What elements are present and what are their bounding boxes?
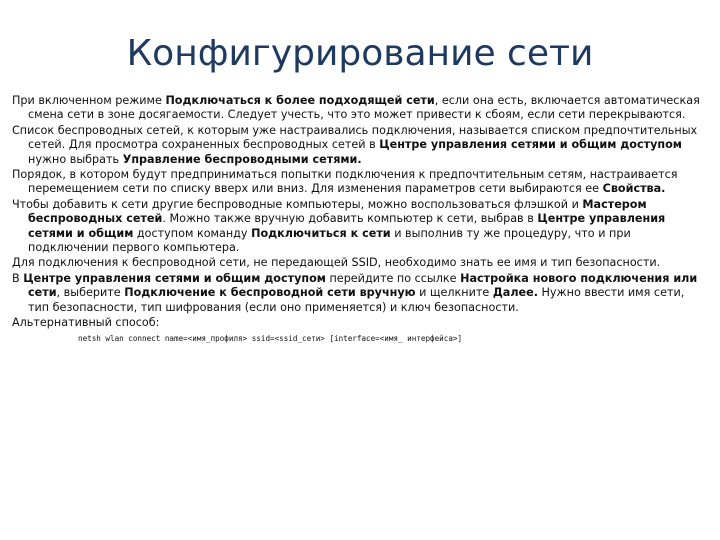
text-run: Список беспроводных сетей, к которым уже настраивались подключения, называется списком предпочтительных сетей. Для просмотра сохраненных беспроводных сетей в — [12, 123, 698, 152]
text-run: и щелкните — [415, 286, 493, 300]
body-paragraph — [12, 124, 708, 167]
text-run: , если она есть, включается автоматическая смена сети в зоне досягаемости. Следует учесть, что это может привести к сбоям, если сети перекрываются. — [28, 94, 700, 122]
bold-text: Центре управления сетями и общим доступом — [23, 271, 326, 285]
text-run: Порядок, в котором будут предприниматься попытки подключения к предпочтительным сетям, настраивается перемещением сети по списку вверх или вниз. Для изменения параметров сети выбираются ее — [12, 168, 678, 196]
slide-title: Конфигурирование сети — [126, 33, 594, 74]
slide-body — [12, 94, 708, 344]
body-paragraph — [12, 198, 708, 256]
text-run: доступом команду — [133, 226, 252, 240]
bold-text: Центре управления сетями и общим доступом — [379, 138, 682, 152]
text-run: Альтернативный способ: — [12, 316, 160, 330]
text-run: перейдите по ссылке — [325, 271, 461, 285]
bold-text: Свойства. — [602, 182, 666, 196]
body-paragraph — [12, 94, 708, 123]
body-paragraph — [12, 316, 708, 330]
body-paragraph — [12, 168, 708, 197]
bold-text: Подключаться к более подходящей сети — [165, 94, 435, 107]
bold-text: Центре управления сетями и общим — [28, 212, 666, 240]
bold-text: Подключение к беспроводной сети вручную — [124, 286, 416, 300]
text-run: При включенном режиме — [12, 94, 166, 107]
bold-text: Мастером беспроводных сетей — [28, 197, 647, 226]
text-run: нужно выбрать — [28, 152, 123, 166]
body-paragraph — [12, 256, 708, 270]
text-run: , выберите — [56, 286, 125, 300]
text-run: Для подключения к беспроводной сети, не передающей SSID, необходимо знать ее имя и тип безопасности. — [12, 256, 661, 270]
body-paragraph — [12, 272, 708, 315]
bold-text: Настройка нового подключения или сети — [28, 271, 698, 300]
text-run: Чтобы добавить к сети другие беспроводные компьютеры, можно воспользоваться флэшкой и — [12, 197, 583, 211]
command-line: netsh wlan connect name=<имя_профиля> ssid=<ssid_сети> [interface=<имя_ интерфейса>] — [78, 333, 463, 343]
bold-text: Подключиться к сети — [251, 226, 391, 240]
paragraph-list — [12, 94, 708, 331]
bold-text: Управление беспроводными сетями. — [122, 152, 362, 166]
text-run: Нужно ввести имя сети, тип безопасности, тип шифрования (если оно применяется) и ключ безопасности. — [28, 286, 685, 314]
bold-text: Далее. — [492, 286, 538, 300]
text-run: и выполнив ту же процедуру, что и при подключении первого компьютера. — [28, 226, 631, 255]
text-run: . Можно также вручную добавить компьютер к сети, выбрав в — [162, 212, 538, 226]
text-run: В — [12, 271, 24, 285]
